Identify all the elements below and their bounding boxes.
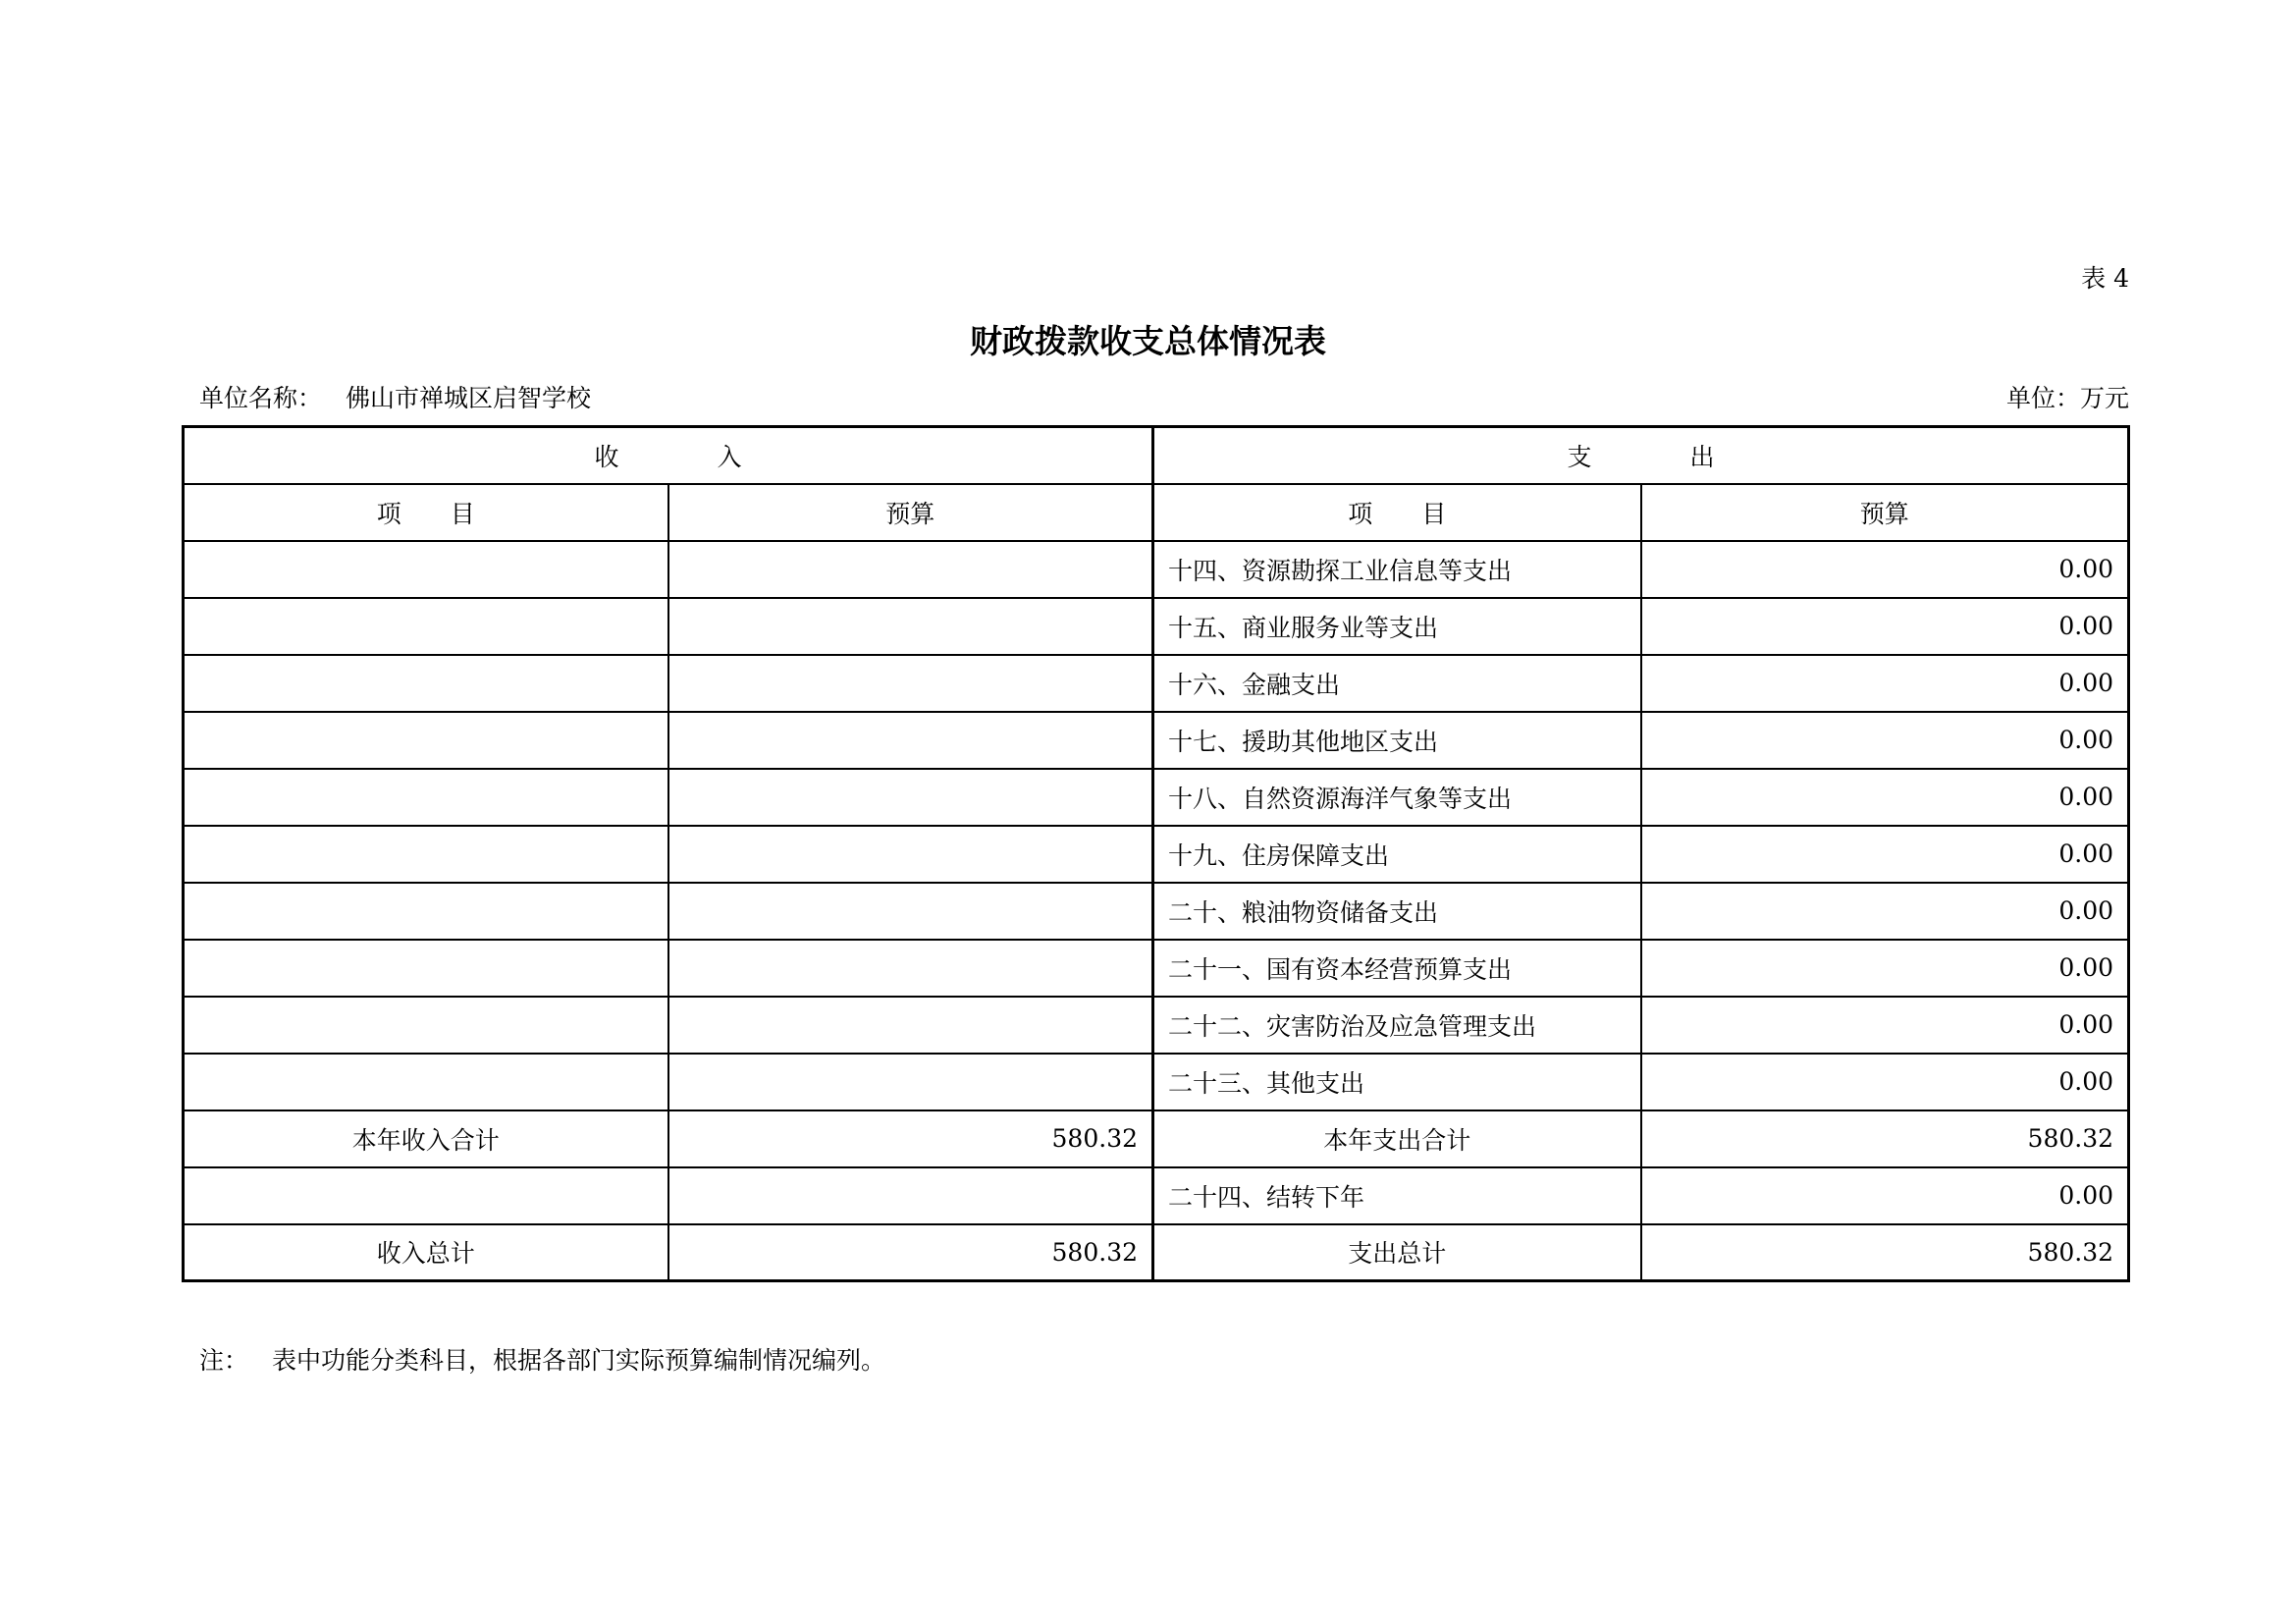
table-row — [184, 1054, 2129, 1110]
income-item-cell — [184, 541, 668, 598]
income-item-header: 项 目 — [184, 484, 668, 541]
expense-grand-total-label: 支出总计 — [1153, 1224, 1641, 1281]
income-grand-total-value: 580.32 — [668, 1224, 1153, 1281]
year-expense-total-value: 580.32 — [1641, 1110, 2129, 1167]
expense-budget-cell: 0.00 — [1641, 826, 2129, 883]
unit-name — [199, 379, 591, 414]
expense-item-cell: 二十一、国有资本经营预算支出 — [1153, 940, 1641, 997]
income-budget-cell — [668, 655, 1153, 712]
grand-total-row — [184, 1224, 2129, 1281]
income-budget-cell — [668, 769, 1153, 826]
table-number: 表 4 — [2081, 264, 2129, 293]
table-row — [184, 598, 2129, 655]
expense-item-cell: 十四、资源勘探工业信息等支出 — [1153, 541, 1641, 598]
year-expense-total-label: 本年支出合计 — [1153, 1110, 1641, 1167]
unit-name-label: 单位名称： — [199, 384, 323, 412]
income-item-cell — [184, 997, 668, 1054]
income-item-cell — [184, 826, 668, 883]
income-budget-header: 预算 — [668, 484, 1153, 541]
note-label: 注： — [199, 1346, 249, 1375]
year-total-row — [184, 1110, 2129, 1167]
year-income-total-label: 本年收入合计 — [184, 1110, 668, 1167]
carry-over-label: 二十四、结转下年 — [1153, 1167, 1641, 1224]
unit-label: 单位：万元 — [2005, 384, 2129, 412]
income-item-cell — [184, 712, 668, 769]
income-budget-cell — [668, 997, 1153, 1054]
expense-budget-cell: 0.00 — [1641, 655, 2129, 712]
expense-grand-total-value: 580.32 — [1641, 1224, 2129, 1281]
expense-budget-cell: 0.00 — [1641, 1054, 2129, 1110]
income-budget-cell — [668, 598, 1153, 655]
table-row — [184, 655, 2129, 712]
table-row — [184, 826, 2129, 883]
expense-budget-cell: 0.00 — [1641, 598, 2129, 655]
expense-item-cell: 十五、商业服务业等支出 — [1153, 598, 1641, 655]
table-row — [184, 712, 2129, 769]
income-budget-cell — [668, 826, 1153, 883]
income-item-cell — [184, 940, 668, 997]
income-header: 收 入 — [184, 427, 1153, 484]
income-item-cell — [184, 769, 668, 826]
expense-item-cell: 十七、援助其他地区支出 — [1153, 712, 1641, 769]
income-item-cell — [184, 655, 668, 712]
unit-name-value: 佛山市禅城区启智学校 — [346, 384, 592, 412]
expense-budget-cell: 0.00 — [1641, 997, 2129, 1054]
expense-budget-cell: 0.00 — [1641, 712, 2129, 769]
expense-budget-header: 预算 — [1641, 484, 2129, 541]
income-budget-cell — [668, 712, 1153, 769]
expense-budget-cell: 0.00 — [1641, 769, 2129, 826]
income-budget-cell — [668, 1167, 1153, 1224]
income-item-cell — [184, 883, 668, 940]
table-row — [184, 940, 2129, 997]
page-title: 财政拨款收支总体情况表 — [970, 322, 1326, 360]
expense-budget-cell: 0.00 — [1641, 883, 2129, 940]
header-row-2 — [184, 484, 2129, 541]
expense-budget-cell: 0.00 — [1641, 940, 2129, 997]
table-row — [184, 997, 2129, 1054]
header-row-1 — [184, 427, 2129, 484]
budget-table — [182, 425, 2130, 1282]
expense-item-cell: 二十、粮油物资储备支出 — [1153, 883, 1641, 940]
carry-over-row — [184, 1167, 2129, 1224]
income-budget-cell — [668, 940, 1153, 997]
carry-over-value: 0.00 — [1641, 1167, 2129, 1224]
table-row — [184, 883, 2129, 940]
expense-item-cell: 二十三、其他支出 — [1153, 1054, 1641, 1110]
expense-item-cell: 十八、自然资源海洋气象等支出 — [1153, 769, 1641, 826]
expense-item-header: 项 目 — [1153, 484, 1641, 541]
expense-item-cell: 二十二、灾害防治及应急管理支出 — [1153, 997, 1641, 1054]
expense-header: 支 出 — [1153, 427, 2129, 484]
income-grand-total-label: 收入总计 — [184, 1224, 668, 1281]
income-item-cell — [184, 598, 668, 655]
footnote — [199, 1341, 885, 1377]
income-item-cell — [184, 1167, 668, 1224]
income-budget-cell — [668, 541, 1153, 598]
table-row — [184, 769, 2129, 826]
income-item-cell — [184, 1054, 668, 1110]
table-row — [184, 541, 2129, 598]
note-text: 表中功能分类科目，根据各部门实际预算编制情况编列。 — [272, 1346, 886, 1375]
expense-item-cell: 十六、金融支出 — [1153, 655, 1641, 712]
expense-budget-cell: 0.00 — [1641, 541, 2129, 598]
income-budget-cell — [668, 883, 1153, 940]
income-budget-cell — [668, 1054, 1153, 1110]
expense-item-cell: 十九、住房保障支出 — [1153, 826, 1641, 883]
year-income-total-value: 580.32 — [668, 1110, 1153, 1167]
